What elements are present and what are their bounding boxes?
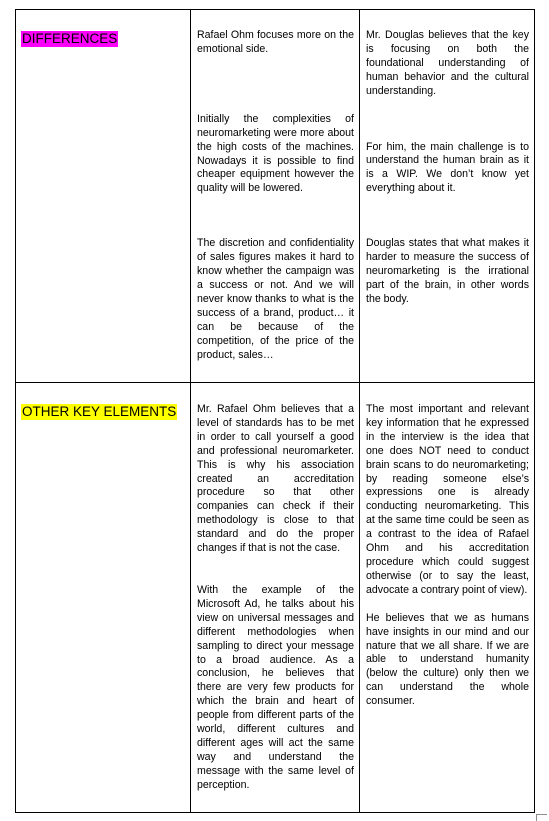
other-key-elements-row bbox=[16, 383, 535, 813]
differences-douglas-paragraph-1: Mr. Douglas believes that the key is focusing on both the foundational understanding of human behavior and the cultural understanding. bbox=[366, 29, 529, 97]
other-key-elements-douglas-paragraph-1: The most important and relevant key information that he expressed in the interview is the idea that one does NOT need to conduct brain scans to do neuromarketing; by reading someone else’s expressions one is already conducting neuromarketing. This at the same time could be seen as a contrast to the idea of Rafael Ohm and his accreditation procedure which could suggest otherwise (or to say the least, advocate a contrary point of view). bbox=[366, 403, 529, 596]
other-key-elements-label-cell bbox=[16, 383, 191, 813]
differences-ohm-paragraph-3: The discretion and confidentiality of sales figures makes it hard to know whether the campaign was a success or not. And we will never know thanks to what is the success of a brand, product… it can be because of the competition, of the price of the product, sales… bbox=[197, 237, 354, 361]
other-key-elements-douglas-paragraph-2: He believes that we as humans have insights in our mind and our nature that we all share. If we are able to understand humanity (below the culture) only then we can understand the whole consumer. bbox=[366, 611, 529, 708]
other-key-elements-ohm-paragraph-2: With the example of the Microsoft Ad, he talks about his view on universal messages and different methodologies when sampling to direct your message to a broad audience. As a conclusion, he believes that there are very few products for which the brain and heart of people from different parts of the world, different cultures and different ages will act the same way and understand the message with the same level of perception. bbox=[197, 583, 354, 791]
differences-label: DIFFERENCES bbox=[22, 31, 118, 46]
differences-ohm-paragraph-1: Rafael Ohm focuses more on the emotional side. bbox=[197, 29, 354, 55]
differences-douglas-paragraph-3: Douglas states that what makes it harder to measure the success of neuromarketing is the irrational part of the brain, in other words the body. bbox=[366, 237, 529, 305]
other-key-elements-ohm-paragraph-1: Mr. Rafael Ohm believes that a level of standards has to be met in order to call yourself a good and professional neuromarketer. This is why his association created an accreditation procedure so that other companies can check if their methodology is close to that standard and do the proper changes if that is not the case. bbox=[197, 403, 354, 555]
other-key-elements-ohm-cell bbox=[191, 383, 360, 813]
differences-row bbox=[16, 10, 535, 383]
other-key-elements-label: OTHER KEY ELEMENTS bbox=[22, 404, 177, 419]
differences-label-cell bbox=[16, 10, 191, 383]
differences-douglas-paragraph-2: For him, the main challenge is to understand the human brain as it is a WIP. We don’t know yet everything about it. bbox=[366, 140, 529, 195]
comparison-table bbox=[15, 9, 535, 813]
differences-ohm-paragraph-2: Initially the complexities of neuromarketing were more about the high costs of the machines. Nowadays it is possible to find cheaper equipment however the quality will be lowered. bbox=[197, 112, 354, 195]
other-key-elements-douglas-cell bbox=[360, 383, 535, 813]
differences-ohm-cell bbox=[191, 10, 360, 383]
differences-douglas-cell bbox=[360, 10, 535, 383]
